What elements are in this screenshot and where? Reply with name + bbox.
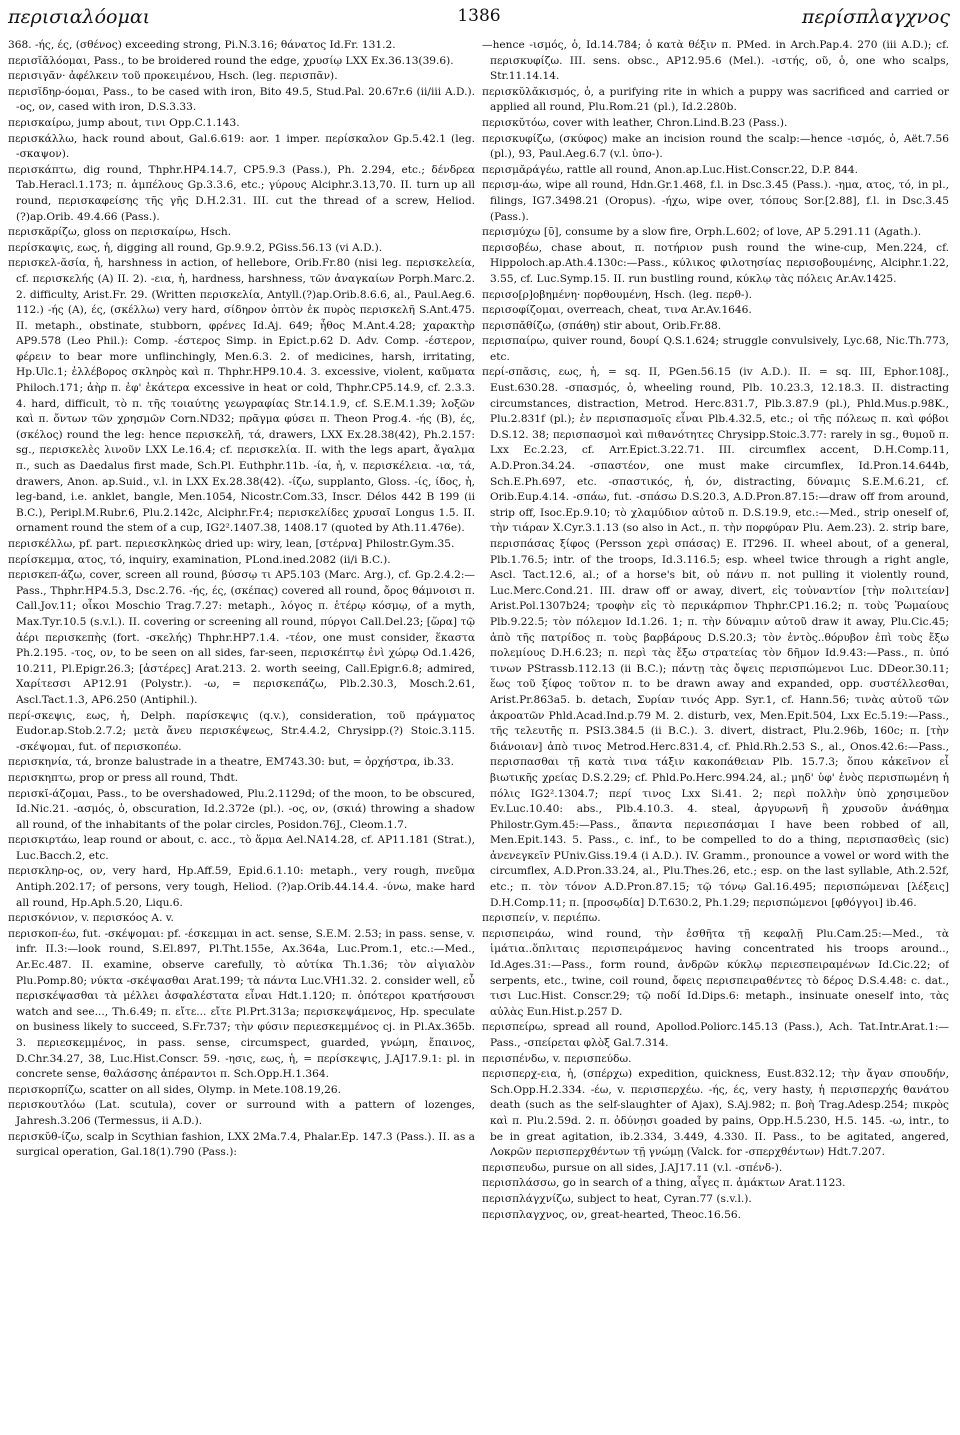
dictionary-entry: περισῐδηρ-όομαι, Pass., to be cased with iron, Bito 49.5, Stud.Pal. 20.67r.6 (ii/iii A.D.). -ος, ον, cased with iron, D.S.3.33. xyxy=(8,85,475,114)
dictionary-entry: περισπευδω, pursue on all sides, J.AJ17.11 (v.l. -σπένδ-). xyxy=(482,1161,783,1174)
left-column xyxy=(8,38,475,1428)
dictionary-entry: περισκᾰρίζω, gloss on περισκαίρω, Hsch. xyxy=(8,226,232,239)
dictionary-entry: περισπλάσσω, go in search of a thing, αἶγες π. ἀμάκτων Arat.1123. xyxy=(482,1177,846,1190)
dictionary-entry: περισκάπτω, dig round, Thphr.HP4.14.7, CP5.9.3 (Pass.), Ph. 2.294, etc.; δένδρεα Tab.Heracl.1.173; π. ἀμπέλους Gp.3.3.6, etc.; γύρους Alciphr.3.13,70. II. turn up all round, περισκαφείσης τῆς γῆς D.H.2.31. III. cut the thread of a screw, Heliod.(?)ap.Orib. 49.4.66 (Pass.). xyxy=(8,163,475,223)
dictionary-entry: περισκῠλᾰκισμός, ὁ, a purifying rite in which a puppy was sacrificed and carried or applied all round, Plu.Rom.21 (pl.), Id.2.280b. xyxy=(482,85,949,114)
header-left-guide-word: περισιαλόομαι xyxy=(8,6,151,28)
dictionary-entry: περισκιρτάω, leap round or about, c. acc., τὸ ἅρμα Ael.NA14.28, cf. AP11.181 (Strat.), Luc.Bacch.2, etc. xyxy=(8,834,475,862)
dictionary-entry: —hence -ισμός, ὁ, Id.14.784; ὁ κατὰ θέξιν π. PMed. in Arch.Pap.4. 270 (iii A.D.); cf. περισκυφίζω. III. sens. obsc., AP12.95.6 (Mel.). -ιστής, οῦ, ὁ, one who scalps, Str.11.14.14. xyxy=(482,39,949,83)
dictionary-entry: περισκυφίζω, (σκύφος) make an incision round the scalp:—hence -ισμός, ὁ, Aët.7.56 (pl.), 93, Paul.Aeg.6.7 (v.l. ὑπο-). xyxy=(482,132,949,161)
dictionary-entry: περισκοπ-έω, fut. -σκέψομαι: pf. -έσκεμμαι in act. sense, S.E.M. 2.53; in pass. sense, v. infr. II.3:—look round, S.El.897, Pl.Tht.155e, Ax.364a, Luc.Prom.1, etc.:—Med., Ar.Ec.487. II. examine, observe carefully, τὸ αὐτίκα Th.1.36; τὸν αἰγιαλὸν Plu.Pomp.80; νύκτα -σκέψασθαι Arat.199; τὰ πάντα Luc.VH1.32. 2. consider well, εὖ περισκέψασθαι τὰ μέλλει ἀσφαλέστατα εἶναι Hdt.1.120; π. ὁπότεροι κρατήσουσι watch and see..., Th.6.49; π. εἴτε... εἴτε Pl.Prt.313a; περισκεψάμενος, Hp. speculate on business likely to succeed, S.Fr.737; τὴν φύσιν περιεσκεμμένος cj. in Pl.Ax.365b. 3. περιεσκεμμένος, in pass. sense, circumspect, guarded, γνώμη, ἔπαινος, D.Chr.34.27, 38, Luc.Hist.Conscr. 59. -ησις, εως, ἡ, = περίσκεψις, J.AJ17.9.1: pl. in concrete sense, θαλάσσης ἀπέραντοι π. Sch.Opp.H.1.364. xyxy=(8,927,475,1081)
dictionary-entry: περισκάλλω, hack round about, Gal.6.619: aor. 1 imper. περίσκαλον Gp.5.42.1 (leg. -σκαψον). xyxy=(8,132,475,161)
dictionary-entry: περισκηνία, τά, bronze balustrade in a theatre, EM743.30: but, = ὀρχήστρα, ib.33. xyxy=(8,756,454,769)
dictionary-entry: περισκεπ-άζω, cover, screen all round, βύσσῳ τι AP5.103 (Marc. Arg.), cf. Gp.2.4.2:—Pass., Thphr.HP4.5.3, Dsc.2.76. -ής, ές, (σκέπας) covered all round, ὄρος θάμνοισι π. Call.Jov.11; οἶκοι Moschio Trag.7.27: metaph., λόγος π. ἑτέρῳ κόσμῳ, of a myth, Max.Tyr.10.5 (s.v.l.). II. covering or screening all round, πύργοι Call.Del.23; [ὥρα] τῷ ἀέρι περισκεπὴς (fort. -σκελής) Thphr.HP7.1.4. -τέον, one must consider, ἕκαστα Ph.2.195. -τος, ον, to be seen on all sides, far-seen, περισκέπτῳ ἐνὶ χώρῳ Od.1.426, 10.211, Pl.Epigr.26.3; [ἀστέρες] Arat.213. 2. worth seeing, Call.Epigr.6.8; admired, Χαρίτεσσι AP12.91 (Polystr.). -ω, = περισκεπάζω, Plb.2.30.3, Mosch.2.61, Ascl.Tact.1.3, AP6.250 (Antiphil.). xyxy=(8,569,475,706)
dictionary-entry: περισπείρω, spread all round, Apollod.Poliorc.145.13 (Pass.), Ach. Tat.Intr.Arat.1:—Pass., -σπείρεται φλὸξ Gal.7.314. xyxy=(482,1021,949,1049)
dictionary-entry: περισπείν, v. περιέπω. xyxy=(482,912,601,925)
page-number: 1386 xyxy=(457,6,501,26)
dictionary-entry: περισκῐ-άζομαι, Pass., to be overshadowed, Plu.2.1129d; of the moon, to be obscured, Id.Nic.21. -ασμός, ὁ, obscuration, Id.2.372e (pl.). -ος, ον, (σκιά) throwing a shadow all round, of the inhabitants of the polar circles, Posidon.76J., Cleom.1.7. xyxy=(8,787,475,831)
dictionary-entry: περισκουτλόω (Lat. scutula), cover or surround with a pattern of lozenges, Jahresh.3.206 (Termessus, ii A.D.). xyxy=(8,1099,475,1127)
dictionary-entry: περισκόνιον, v. περισκόος A. v. xyxy=(8,912,174,925)
dictionary-entry: περισμᾰράγέω, rattle all round, Anon.ap.Luc.Hist.Conscr.22, D.P. 844. xyxy=(482,163,858,176)
dictionary-entry: περισπερχ-εια, ἡ, (σπέρχω) expedition, quickness, Eust.832.12; τὴν ἄγαν σπουδήν, Sch.Opp.H.2.334. -έω, v. περισπερχέω. -ής, ές, very hasty, ἡ περισπερχής θανάτου death (such as the self-slaughter of Ajax), S.Aj.982; π. βοὴ Trag.Adesp.254; πικρὸς καὶ π. Plu.2.59d. 2. π. ὀδύνῃσι goaded by pains, Opp.H.5.230, H.5. 145. -ω, intr., to be in great agitation, ib.2.334, 3.449, 4.330. II. Pass., to be agitated, angered, Λοκρῶν περισπερχθέντων τῇ γνώμῃ (Valck. for -σπερχθέντων) Hdt.7.207. xyxy=(482,1068,949,1159)
dictionary-entry: περισκελ-ᾰσία, ἡ, harshness in action, of hellebore, Orib.Fr.80 (nisi leg. περισκελεία, cf. περισκελής (A) II. 2). -εια, ἡ, hardness, harshness, τῶν ἀναγκαίων Porph.Marc.2. 2. difficulty, Arist.Fr. 29. (Written περισκελία, Antyll.(?)ap.Orib.8.6.6, al., Paul.Aeg.6. 112.) -ής (A), ές, (σκέλλω) very hard, σίδηρον ὀπτὸν ἐκ πυρὸς περισκελῆ S.Ant.475. II. metaph., obstinate, stubborn, φρένες Id.Aj. 649; ἦθος M.Ant.4.28; χαρακτὴρ AP9.578 (Leo Phil.): Comp. -έστερος Simp. in Epict.p.62 D. Adv. Comp. -έστερον, φέρειν to bear more unflinchingly, Men.6.3. 2. of medicines, harsh, irritating, Hp.Ulc.1; ἐλλέβορος σκληρὸς καὶ π. Thphr.HP9.10.4. 3. excessive, violent, καῦματα Philoch.171; ἀὴρ π. ἐφ' ἑκάτερα excessive in heat or cold, Thphr.CP5.14.9, cf. 2.3.3. 4. hard, difficult, τὸ π. τῆς τοιαύτης γεωγραφίας Str.14.1.9, cf. S.E.M.1.39; λοξῶν καὶ π. ὄντων τῶν χρησμῶν Corn.ND32; πρᾶγμα φύσει π. Theon Prog.4. -ής (B), ές, (σκέλος) round the leg: hence περισκελῆ, τά, drawers, LXX Ex.28.38(42), Ph.2.157: sg., περισκελὲς λινοῦν LXX Le.16.4; cf. περισκελία. II. with the legs apart, ἄγαλμα π., such as Daedalus first made, Sch.Pl. Euthphr.11b. -ία, ἡ, v. περισκέλεια. -ια, τά, drawers, Anon. ap.Suid., v.l. in LXX Ex.28.38(42). -ίζω, supplanto, Gloss. -ίς, ίδος, ἡ, leg-band, i.e. anklet, bangle, Men.1054, Nicostr.Com.33, Inscr. Délos 442 B 199 (ii B.C.), Peripl.M.Rubr.6, Plu.2.142c, Alciphr.Fr.4; περισκελίδες χρυσαῖ Longus 1.5. II. ornament round the stem of a cup, IG2².1407.38, 1408.17 (quoted by Ath.11.476e). xyxy=(8,257,475,535)
dictionary-entry: περισμ-άω, wipe all round, Hdn.Gr.1.468, f.l. in Dsc.3.45 (Pass.). -ημα, ατος, τό, in pl., filings, IG7.3498.21 (Oropus). -ήχω, wipe over, τόπους Sor.[2.88], f.l. in Dsc.3.45 (Pass.). xyxy=(482,179,949,223)
dictionary-entry: περισοβέω, chase about, π. ποτήριον push round the wine-cup, Men.224, cf. Hippoloch.ap.Ath.4.130c:—Pass., κύλικος φιλοτησίας περισοβουμένης, Alciphr.1.22, 3.55, cf. Luc.Symp.15. II. run bustling round, κύκλῳ τὰς πόλεις Ar.Av.1425. xyxy=(482,241,949,285)
dictionary-entry: περισκῠτόω, cover with leather, Chron.Lind.B.23 (Pass.). xyxy=(482,116,788,129)
dictionary-entry: περίσκεμμα, ατος, τό, inquiry, examination, PLond.ined.2082 (ii/i B.C.). xyxy=(8,553,391,566)
dictionary-entry: περισκορπίζω, scatter on all sides, Olymp. in Mete.108.19,26. xyxy=(8,1083,341,1096)
page-header xyxy=(8,6,950,30)
dictionary-entry: περισπειράω, wind round, τὴν ἐσθῆτα τῇ κεφαλῇ Plu.Cam.25:—Med., τὰ ἱμάτια..ὅπλιταις περισπειράμενος having concentrated his troops around.., Id.Ages.31:—Pass., form round, ἀνδρῶν κύκλῳ περιεσπειραμένων Id.Cic.22; of serpents, etc., twine, coil round, ὄφεις περισπειραθέντες τὸ δέρος D.S.4.48: c. dat., τισι Luc.Hist. Conscr.29; τῷ ποδί Id.Dips.6: metaph., insinuate oneself into, τὰς αὐλὰς Eun.Hist.p.257 D. xyxy=(482,927,949,1018)
dictionary-entry: περισκαίρω, jump about, τινι Opp.C.1.143. xyxy=(8,116,240,129)
dictionary-entry: περισκληρ-ος, ον, very hard, Hp.Aff.59, Epid.6.1.10: metaph., very rough, πνεῦμα Antiph.202.17; of persons, very tough, Heliod. (?)ap.Orib.44.14.4. -ύνω, make hard all round, Hp.Aph.5.20, Liqu.6. xyxy=(8,865,475,909)
dictionary-entry: περισμύχω [ῡ], consume by a slow fire, Orph.L.602; of love, AP 5.291.11 (Agath.). xyxy=(482,226,922,239)
dictionary-entry: περισπαίρω, quiver round, δουρί Q.S.1.624; struggle convulsively, Lyc.68, Nic.Th.773, etc. xyxy=(482,335,949,363)
dictionary-entry: περισπλαγχνος, ον, great-hearted, Theoc.16.56. xyxy=(482,1208,741,1221)
dictionary-entry: περισιγᾶν· ἀφέλκειν τοῦ προκειμένου, Hsch. (leg. περισπᾶν). xyxy=(8,70,338,83)
dictionary-entry: περισκῠθ-ίζω, scalp in Scythian fashion, LXX 2Ma.7.4, Phalar.Ep. 147.3 (Pass.). II. as a surgical operation, Gal.18(1).790 (Pass.): xyxy=(8,1130,475,1159)
dictionary-entry: περίσκαψις, εως, ἡ, digging all round, Gp.9.9.2, PGiss.56.13 (vi A.D.). xyxy=(8,241,383,254)
dictionary-entry: περισπλάγχνίζω, subject to heat, Cyran.77 (s.v.l.). xyxy=(482,1192,752,1205)
dictionary-entry: περισο[ρ]οβημένη· πορθουμένη, Hsch. (leg. περθ-). xyxy=(482,288,752,301)
dictionary-entry: περί-σκεψις, εως, ἡ, Delph. παρίσκεψις (q.v.), consideration, τοῦ πράγματος Eudor.ap.Stob.2.7.2; μετὰ ἄνευ περισκέψεως, Str.4.4.2, Chrysipp.(?) Stoic.3.115. -σκέψομαι, fut. of περισκοπέω. xyxy=(8,709,475,753)
right-column xyxy=(482,38,949,1428)
dictionary-entry: περί-σπᾰσις, εως, ἡ, = sq. II, PGen.56.15 (iv A.D.). II. = sq. III, Ephor.108J., Eust.630.28. -σπασμός, ὁ, wheeling round, Plb. 10.23.3, 12.18.3. II. distracting circumstances, distraction, Metrod. Herc.831.7, Plb.3.87.9 (pl.), Phld.Mus.p.98K., Plu.2.831f (pl.); ἐν περισπασμοῖς εἶναι Plb.4.32.5, etc.; οἱ τῆς πόλεως π. καὶ φόβοι D.S.12. 38; περισπασμοὶ καὶ πιθανότητες Chrysipp.Stoic.3.77: rarely in sg., θυμοῦ π. Lxx Ec.2.23, cf. Arr.Epict.3.22.71. III. circumflex accent, D.H.Comp.11, A.D.Pron.34.24. -σπαστέον, one must make circumflex, Id.Pron.14.644b, Sch.E.Ph.697, etc. -σπαστικός, ἡ, όν, distracting, δύναμις S.E.M.6.21, cf. Orib.Eup.4.14. -σπάω, fut. -σπάσω D.S.20.3, A.D.Pron.87.15:—draw off from around, strip off, Isoc.Ep.9.10; τὸ χλαμύδιον αὐτοῦ π. D.S.19.9, etc.:—Med., strip oneself of, τὴν τιάραν X.Cyr.3.1.13 (so also in Act., π. τὴν πορφύραν Plu. Aem.23). 2. strip bare, περισπάσας ξίφος (Persson χερὶ σπάσας) E. IT296. II. wheel about, of a general, Plb.1.76.5; intr. of the troops, Id.3.116.5; esp. wheel twice through a right angle, Ascl. Tact.12.6, al.; of a horse's bit, οὐ πάνυ π. not pulling it violently round, Luc.Merc.Cond.21. III. draw off or away, divert, εἰς τοὐναντίον [τὴν πολιτείαν] Arist.Pol.1307b24; τροφὴν εἰς τὸ περικάρπιον Thphr.CP1.16.2; π. τοὺς Ῥωμαίους Plb.9.22.5; τὸν πόλεμον Id.1.26. 1; π. τὴν δύναμιν αὐτοῦ draw it away, Plu.Cic.45; ἀπὸ τῆς πατρίδος π. τοὺς βαρβάρους D.S.20.3; τὸν ἐντὸς..θόρυβον ἐπὶ τοὺς ἔξω πολεμίους D.H.6.23; π. περὶ τὰς ἔξω στρατείας τὸν δῆμον Id.9.43:—Pass., π. ὑπό τινων PStrassb.112.13 (ii B.C.); πάντῃ τὰς ὄψεις περισπώμενοι Luc. DDeor.30.11; ἕως τοῦ ξίφος τοῦτον π. to be drawn away and expanded, opp. συστέλλεσθαι, Arist.Pr.863a5. b. detach, Συρίαν τινός App. Syr.1, cf. Hann.56; τινὰς αὐτοῦ τῶν ἀκροατῶν Phld.Acad.Ind.p.79 M. 2. disturb, vex, Men.Epit.504, Lxx Ec.5.19:—Pass., τῆς τελευτῆς π. PSI3.384.5 (ii B.C.). 3. divert, distract, Plu.2.96b, 160c; π. [τὴν διάνοιαν] ἀπὸ τινος Metrod.Herc.831.4, cf. Phld.Rh.2.53 S., al., Onos.42.6:—Pass., περισπασθαι τῇ κατὰ τινα τάξιν κακοπάθειαν Plb. 15.7.3; ὅπου κἀκεῖνον εἶ βιωτικῆς χρείας D.S.2.29; cf. Phld.Po.Herc.994.24, al.; μηδ' ὑφ' ἑνὸς περισπωμένη ἡ πόλις IG2².1304.7; περί τινος Lxx Si.41. 2; περὶ πολλὴν ὑπὸ χρησιμεῦον Ev.Luc.10.40: abs., Plb.4.10.3. 4. steal, ἀργυρωνῆ ἢ χρυσοῦν ἀνάθημα Philostr.Gym.45:—Pass., ἅπαντα περιεσπάσμαι I have been robbed of all, Men.Epit.143. 5. Pass., c. inf., to be compelled to do a thing, περισπασθεὶς (sic) ἀνενεγκεῖν PUniv.Giss.19.4 (i A.D.). IV. Gramm., pronounce a vowel or word with the circumflex, A.D.Pron.33.24, al., Plu.Thes.26, etc.; esp. on the last syllable, Ath.2.52f, etc.; π. τὸν τόνον A.D.Pron.87.15; τῷ τόνῳ Gal.16.495; περισπώμεναι [λέξεις] D.H.Comp.11; π. [προσῳδία] D.T.630.2, Ph.1.29; περισπώμενοι [φθόγγοι] ib.46. xyxy=(482,366,949,909)
dictionary-entry: περισκέλλω, pf. part. περιεσκληκὼς dried up: wiry, lean, [στέρνα] Philostr.Gym.35. xyxy=(8,538,455,550)
header-right-guide-word: περίσπλαγχνος xyxy=(801,6,950,28)
dictionary-entry: 368. -ής, ές, (σθένος) exceeding strong, Pi.N.3.16; θάνατος Id.Fr. 131.2. xyxy=(8,39,396,51)
dictionary-entry: περισπᾰθίζω, (σπάθη) stir about, Orib.Fr.88. xyxy=(482,319,722,332)
dictionary-entry: περισπένδω, v. περισπεύδω. xyxy=(482,1052,632,1065)
dictionary-entry: περισκηπτω, prop or press all round, Thdt. xyxy=(8,771,239,784)
dictionary-entry: περισῐᾰλόομαι, Pass., to be broidered round the edge, χρυσίῳ LXX Ex.36.13(39.6). xyxy=(8,54,454,67)
dictionary-entry: περισοφίζομαι, overreach, cheat, τινα Ar.Av.1646. xyxy=(482,304,752,317)
